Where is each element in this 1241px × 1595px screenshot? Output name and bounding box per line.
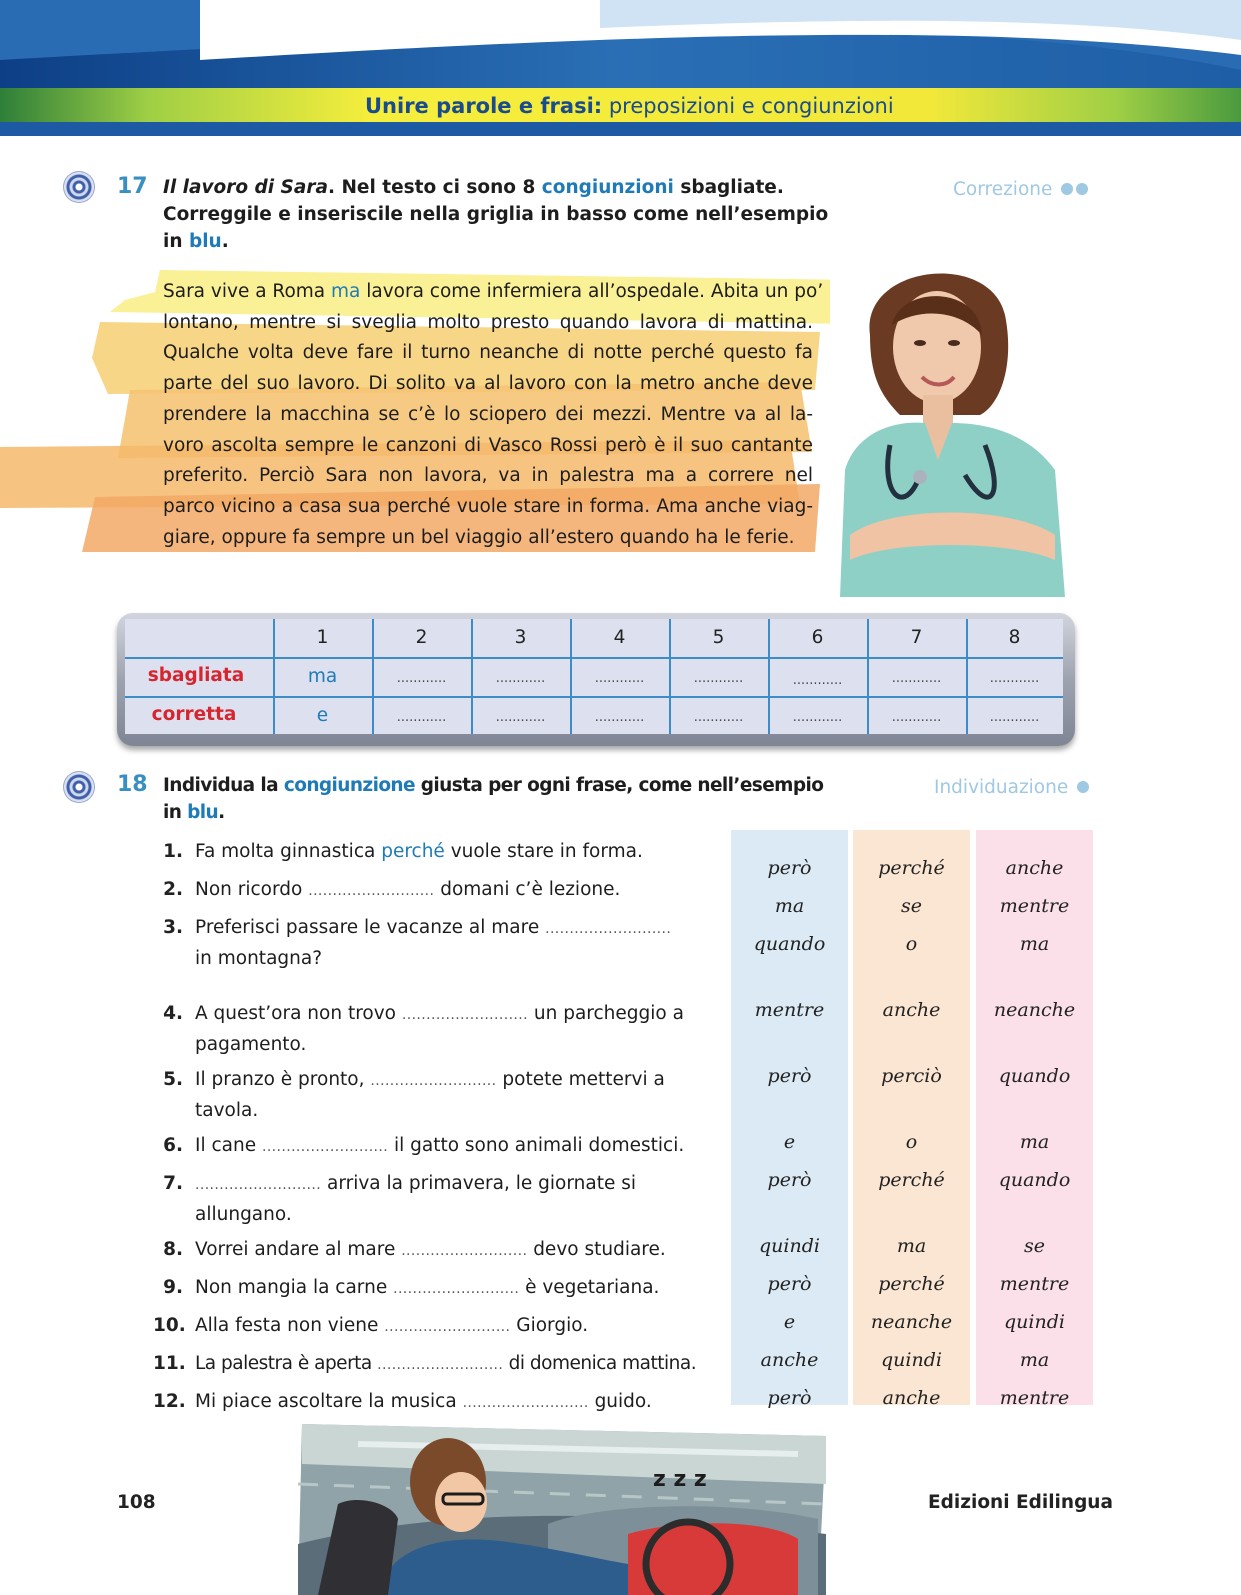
- grid-col-header: 2: [415, 627, 428, 648]
- sentence-5: [195, 1065, 725, 1125]
- option[interactable]: mentre: [754, 999, 825, 1021]
- grid-blank-wrong[interactable]: ............: [891, 671, 942, 686]
- sentence-text: tavola.: [195, 1100, 259, 1121]
- grid-blank-wrong[interactable]: ............: [594, 671, 645, 686]
- passage-line: parco vicino a casa sua perché vuole stare in forma. Ama anche viag-: [163, 495, 813, 517]
- option[interactable]: quindi: [881, 1349, 942, 1371]
- sentence-text: Mi piace ascoltare la musica: [195, 1391, 463, 1412]
- option[interactable]: però: [767, 857, 812, 879]
- tag-label: Correzione: [953, 179, 1053, 200]
- instr-part: in: [163, 802, 188, 823]
- publisher-name: Edizioni Edilingua: [928, 1492, 1113, 1513]
- sentence-6: [195, 1131, 725, 1162]
- exercise-spiral-icon: [64, 772, 94, 802]
- keyword-blu: blu: [187, 802, 219, 823]
- grid-example-right: e: [316, 705, 329, 726]
- sentence-number: 9.: [163, 1277, 183, 1298]
- sentence-text: Il cane: [195, 1135, 262, 1156]
- answer-blank[interactable]: ..........................: [308, 883, 435, 899]
- grid-example-wrong: ma: [307, 666, 338, 687]
- sentence-text: Non ricordo: [195, 879, 309, 900]
- option[interactable]: quindi: [1004, 1311, 1065, 1333]
- sentence-text: Giorgio.: [510, 1315, 589, 1336]
- sentence-number: 8.: [163, 1239, 183, 1260]
- passage-line: Qualche volta deve fare il turno neanche di notte perché questo fa: [163, 342, 813, 364]
- option[interactable]: perché: [878, 1273, 945, 1295]
- option[interactable]: anche: [1005, 857, 1064, 879]
- grid-blank-right[interactable]: ............: [396, 710, 447, 725]
- passage-line: giare, oppure fa sempre un bel viaggio all’estero quando ha le ferie.: [163, 526, 795, 548]
- sentence-7: [195, 1169, 725, 1229]
- sentence-text: devo studiare.: [527, 1239, 666, 1260]
- option[interactable]: se: [901, 895, 922, 917]
- sentence-number: 1.: [163, 841, 183, 862]
- sentence-text: di domenica mattina.: [503, 1353, 697, 1374]
- grid-blank-right[interactable]: ............: [594, 710, 645, 725]
- option[interactable]: ma: [774, 895, 805, 917]
- option[interactable]: e: [783, 1311, 796, 1333]
- grid-blank-wrong[interactable]: ............: [792, 673, 843, 688]
- answer-blank[interactable]: ..........................: [377, 1357, 504, 1373]
- exercise-18-instructions: [163, 772, 824, 826]
- sentence-number: 11.: [153, 1353, 186, 1374]
- grid-blank-right[interactable]: ............: [792, 710, 843, 725]
- instr-part: Individua la: [163, 775, 284, 796]
- keyword-congiunzione: congiunzione: [283, 775, 415, 796]
- exercise-17-title: Il lavoro di Sara: [163, 177, 328, 198]
- exercise-17-passage: [163, 277, 824, 553]
- sentence-text: allungano.: [195, 1204, 292, 1225]
- instr-part: giusta per ogni frase, come nell’esempio: [414, 775, 824, 796]
- grid-col-header: 3: [514, 627, 527, 648]
- grid-blank-right[interactable]: ............: [989, 710, 1040, 725]
- exercise-17-number: 17: [117, 174, 148, 199]
- level-dot: [1076, 183, 1088, 195]
- option[interactable]: neanche: [993, 999, 1076, 1021]
- option[interactable]: ma: [1019, 933, 1050, 955]
- level-dot: [1061, 183, 1073, 195]
- answer-blank[interactable]: ..........................: [401, 1007, 528, 1023]
- sentence-1: [195, 837, 725, 866]
- option[interactable]: ma: [1019, 1131, 1050, 1153]
- grid-col-header: 1: [316, 627, 329, 648]
- exercise-18-number: 18: [117, 772, 148, 797]
- sentence-text: Il pranzo è pronto,: [195, 1069, 371, 1090]
- sentence-text: Alla festa non viene: [195, 1315, 385, 1336]
- page-number: 108: [117, 1492, 156, 1513]
- tag-individuazione: [934, 777, 1089, 798]
- option[interactable]: quindi: [759, 1235, 820, 1257]
- answer-blank[interactable]: ..........................: [393, 1281, 520, 1297]
- chapter-title-bold: Unire parole e frasi:: [365, 94, 603, 118]
- grid-col-header: 5: [712, 627, 725, 648]
- sentence-text: Fa molta ginnastica: [195, 841, 382, 862]
- answer-grid: [125, 619, 1063, 734]
- option-example-selected[interactable]: perché: [878, 857, 945, 879]
- answer-blank[interactable]: ..........................: [370, 1073, 497, 1089]
- option[interactable]: anche: [760, 1349, 819, 1371]
- grid-col-header: 7: [910, 627, 923, 648]
- option[interactable]: quando: [998, 1065, 1071, 1087]
- answer-blank[interactable]: ..........................: [401, 1243, 528, 1259]
- grid-col-header: 8: [1008, 627, 1021, 648]
- passage-line: parte del suo lavoro. Di solito va al lavoro con la metro anche deve: [163, 373, 813, 395]
- sentence-8: [195, 1235, 725, 1266]
- grid-blank-right[interactable]: ............: [891, 710, 942, 725]
- option[interactable]: ma: [1019, 1349, 1050, 1371]
- grid-col-header: 6: [811, 627, 824, 648]
- answer-blank[interactable]: ..........................: [545, 921, 672, 937]
- instr-part: .: [221, 231, 229, 252]
- option[interactable]: perciò: [881, 1065, 942, 1087]
- sentence-text: La palestra è aperta: [195, 1353, 378, 1374]
- sentence-text: Vorrei andare al mare: [195, 1239, 402, 1260]
- exercise-spiral-icon: [64, 172, 94, 202]
- grid-row-label-corretta: corretta: [151, 704, 237, 725]
- chapter-title: [365, 88, 925, 124]
- sentence-2: [195, 875, 725, 906]
- passage-example-ma: ma: [331, 281, 361, 302]
- instr-line-2: Correggile e inseriscile nella griglia in basso come nell’esempio: [163, 204, 829, 225]
- option[interactable]: quando: [998, 1169, 1071, 1191]
- nurse-photo: [830, 255, 1075, 597]
- passage-line: [163, 277, 824, 308]
- instr-part: .: [218, 802, 225, 823]
- option[interactable]: però: [767, 1065, 812, 1087]
- sentence-text: A quest’ora non trovo: [195, 1003, 402, 1024]
- sentence-12: [195, 1387, 725, 1418]
- instr-part: sbagliate.: [673, 177, 784, 198]
- sentence-text: arriva la primavera, le giornate si: [321, 1173, 636, 1194]
- sentence-number: 5.: [163, 1069, 183, 1090]
- sentence-text: Non mangia la carne: [195, 1277, 394, 1298]
- instr-part: . Nel testo ci sono 8: [327, 177, 542, 198]
- sentence-text: vuole stare in forma.: [444, 841, 643, 862]
- option[interactable]: o: [905, 1131, 918, 1153]
- option[interactable]: o: [905, 933, 918, 955]
- grid-blank-wrong[interactable]: ............: [396, 671, 447, 686]
- sentence-4: [195, 999, 725, 1059]
- sentence-text: un parcheggio a: [527, 1003, 684, 1024]
- option[interactable]: anche: [882, 999, 941, 1021]
- option[interactable]: però: [767, 1387, 812, 1409]
- sentence-text: potete mettervi a: [496, 1069, 665, 1090]
- option[interactable]: mentre: [999, 895, 1070, 917]
- sentence-text: è vegetariana.: [519, 1277, 660, 1298]
- sentence-number: 7.: [163, 1173, 183, 1194]
- exercise-17-instructions: [163, 174, 829, 255]
- sentence-10: [195, 1311, 725, 1342]
- grid-row-label-sbagliata: sbagliata: [147, 665, 245, 686]
- tag-label: Individuazione: [934, 777, 1069, 798]
- sentence-number: 6.: [163, 1135, 183, 1156]
- sentence-text: il gatto sono animali domestici.: [388, 1135, 685, 1156]
- sentence-example-answer: perché: [381, 841, 445, 862]
- grid-blank-wrong[interactable]: ............: [989, 671, 1040, 686]
- sentence-number: 10.: [153, 1315, 186, 1336]
- option[interactable]: però: [767, 1169, 812, 1191]
- level-dot: [1077, 781, 1089, 793]
- option[interactable]: neanche: [870, 1311, 953, 1333]
- option[interactable]: e: [783, 1131, 796, 1153]
- sentence-text: guido.: [588, 1391, 652, 1412]
- option[interactable]: quando: [753, 933, 826, 955]
- answer-blank[interactable]: ..........................: [195, 1177, 322, 1193]
- grid-line: [125, 657, 1063, 659]
- grid-blank-wrong[interactable]: ............: [495, 671, 546, 686]
- tag-correzione: [953, 179, 1088, 200]
- sentence-text: pagamento.: [195, 1034, 307, 1055]
- option[interactable]: però: [767, 1273, 812, 1295]
- answer-blank[interactable]: ..........................: [261, 1139, 389, 1155]
- sentence-number: 4.: [163, 1003, 183, 1024]
- grid-col-header: 4: [613, 627, 626, 648]
- option[interactable]: perché: [878, 1169, 945, 1191]
- sentence-3: [195, 913, 725, 973]
- sentence-text: Preferisci passare le vacanze al mare: [195, 917, 546, 938]
- grid-blank-right[interactable]: ............: [495, 710, 546, 725]
- passage-text: lavora come infermiera all’ospedale. Abita un po’: [360, 281, 824, 302]
- instr-part: in: [163, 231, 189, 252]
- sentence-number: 2.: [163, 879, 183, 900]
- grid-line: [125, 696, 1063, 698]
- grid-blank-wrong[interactable]: ............: [693, 671, 744, 686]
- keyword-congiunzioni: congiunzioni: [541, 177, 674, 198]
- sentence-number: 3.: [163, 917, 183, 938]
- answer-blank[interactable]: ..........................: [384, 1319, 511, 1335]
- grid-blank-right[interactable]: ............: [693, 710, 744, 725]
- passage-line: prendere la macchina se c’è lo sciopero dei mezzi. Mentre va al la-: [163, 403, 813, 425]
- passage-text: Sara vive a Roma: [163, 281, 331, 302]
- option[interactable]: ma: [896, 1235, 927, 1257]
- zzz-sound-glyph: z z z: [653, 1467, 707, 1492]
- sentence-11: [195, 1349, 725, 1380]
- sentence-9: [195, 1273, 725, 1304]
- sentence-text: domani c’è lezione.: [434, 879, 621, 900]
- car-driver-illustration: [298, 1424, 828, 1595]
- chapter-title-rest: preposizioni e congiunzioni: [602, 94, 894, 118]
- option[interactable]: mentre: [999, 1387, 1070, 1409]
- option[interactable]: se: [1024, 1235, 1045, 1257]
- passage-line: lontano, mentre si sveglia molto presto quando lavora di mattina.: [163, 311, 813, 333]
- option[interactable]: anche: [882, 1387, 941, 1409]
- option[interactable]: mentre: [999, 1273, 1070, 1295]
- keyword-blu: blu: [188, 231, 222, 252]
- sentence-text: in montagna?: [195, 948, 323, 969]
- passage-line: preferito. Perciò Sara non lavora, va in palestra ma a correre nel: [163, 465, 813, 487]
- passage-line: voro ascolta sempre le canzoni di Vasco Rossi però è il suo cantante: [163, 434, 813, 456]
- answer-blank[interactable]: ..........................: [462, 1395, 589, 1411]
- sentence-number: 12.: [153, 1391, 186, 1412]
